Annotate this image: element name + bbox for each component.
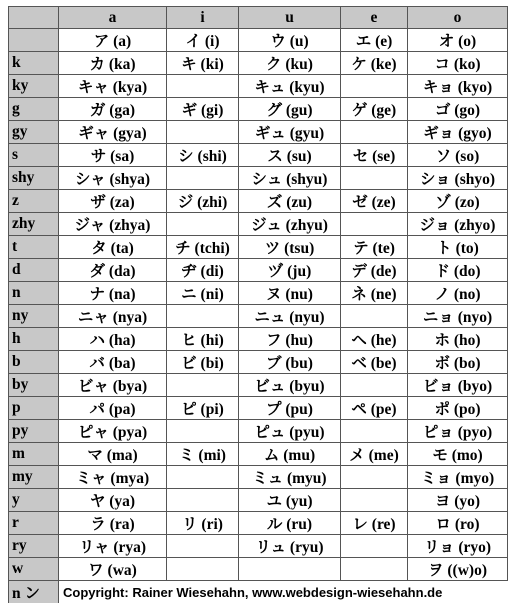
kana-cell (341, 305, 408, 328)
kana-cell: ハ (ha) (59, 328, 167, 351)
kana-cell: マ (ma) (59, 443, 167, 466)
kana-cell: ヘ (he) (341, 328, 408, 351)
kana-cell (167, 558, 239, 581)
kana-cell: テ (te) (341, 236, 408, 259)
kana-cell (167, 535, 239, 558)
kana-cell: バ (ba) (59, 351, 167, 374)
kana-cell: タ (ta) (59, 236, 167, 259)
kana-cell: ピャ (pya) (59, 420, 167, 443)
kana-cell (167, 489, 239, 512)
kana-cell: ミャ (mya) (59, 466, 167, 489)
kana-cell: ス (su) (239, 144, 341, 167)
kana-cell: ウ (u) (239, 29, 341, 52)
table-row (9, 144, 508, 167)
kana-cell: ク (ku) (239, 52, 341, 75)
row-header: m (9, 443, 59, 466)
kana-cell (341, 489, 408, 512)
kana-cell: キョ (kyo) (408, 75, 508, 98)
kana-cell: ピョ (pyo) (408, 420, 508, 443)
table-row (9, 259, 508, 282)
kana-cell: ホ (ho) (408, 328, 508, 351)
table-row (9, 374, 508, 397)
column-header-o: o (408, 7, 508, 29)
kana-cell: ボ (bo) (408, 351, 508, 374)
kana-cell (167, 121, 239, 144)
copyright-text: Copyright: Rainer Wiesehahn, www.webdesign-wiesehahn.de (59, 581, 508, 603)
table-row (9, 305, 508, 328)
table-row (9, 420, 508, 443)
corner-cell (9, 7, 59, 29)
kana-cell: ミュ (myu) (239, 466, 341, 489)
kana-cell: ジ (zhi) (167, 190, 239, 213)
kana-cell (167, 374, 239, 397)
kana-cell: ネ (ne) (341, 282, 408, 305)
kana-cell: ミ (mi) (167, 443, 239, 466)
kana-cell: ポ (po) (408, 397, 508, 420)
row-header: s (9, 144, 59, 167)
kana-cell: プ (pu) (239, 397, 341, 420)
table-row (9, 75, 508, 98)
kana-cell: ノ (no) (408, 282, 508, 305)
kana-cell: ヂ (di) (167, 259, 239, 282)
kana-cell: エ (e) (341, 29, 408, 52)
kana-cell (167, 167, 239, 190)
kana-cell: ツ (tsu) (239, 236, 341, 259)
table-row (9, 466, 508, 489)
kana-cell: ビョ (byo) (408, 374, 508, 397)
table-row (9, 489, 508, 512)
kana-cell: リュ (ryu) (239, 535, 341, 558)
vowel-row (9, 29, 508, 52)
column-header-i: i (167, 7, 239, 29)
kana-cell: チ (tchi) (167, 236, 239, 259)
table-row (9, 236, 508, 259)
kana-cell: シャ (shya) (59, 167, 167, 190)
kana-cell: キュ (kyu) (239, 75, 341, 98)
kana-cell: イ (i) (167, 29, 239, 52)
kana-cell: ミョ (myo) (408, 466, 508, 489)
kana-cell: リ (ri) (167, 512, 239, 535)
kana-cell: ア (a) (59, 29, 167, 52)
kana-cell: モ (mo) (408, 443, 508, 466)
kana-cell (341, 374, 408, 397)
kana-cell: ショ (shyo) (408, 167, 508, 190)
kana-cell: ケ (ke) (341, 52, 408, 75)
kana-cell: ベ (be) (341, 351, 408, 374)
kana-cell (167, 420, 239, 443)
kana-cell (167, 305, 239, 328)
table-row (9, 535, 508, 558)
row-header: shy (9, 167, 59, 190)
kana-cell: ゾ (zo) (408, 190, 508, 213)
kana-cell: ム (mu) (239, 443, 341, 466)
kana-cell: ペ (pe) (341, 397, 408, 420)
kana-cell: ラ (ra) (59, 512, 167, 535)
kana-cell: ビ (bi) (167, 351, 239, 374)
kana-cell: デ (de) (341, 259, 408, 282)
column-header-u: u (239, 7, 341, 29)
table-row (9, 558, 508, 581)
kana-cell: ワ (wa) (59, 558, 167, 581)
kana-cell: ニャ (nya) (59, 305, 167, 328)
footer-row (9, 581, 508, 603)
kana-cell: レ (re) (341, 512, 408, 535)
table-row (9, 328, 508, 351)
kana-cell: ゴ (go) (408, 98, 508, 121)
table-row (9, 190, 508, 213)
row-header: my (9, 466, 59, 489)
katakana-table (8, 6, 508, 603)
row-header: gy (9, 121, 59, 144)
kana-cell: ヌ (nu) (239, 282, 341, 305)
table-row (9, 282, 508, 305)
kana-cell: ニョ (nyo) (408, 305, 508, 328)
kana-cell: コ (ko) (408, 52, 508, 75)
kana-cell: セ (se) (341, 144, 408, 167)
kana-cell: ピ (pi) (167, 397, 239, 420)
kana-cell: シ (shi) (167, 144, 239, 167)
kana-cell: ギ (gi) (167, 98, 239, 121)
kana-cell: ピュ (pyu) (239, 420, 341, 443)
kana-cell: ロ (ro) (408, 512, 508, 535)
table-row (9, 52, 508, 75)
kana-cell: シュ (shyu) (239, 167, 341, 190)
row-header: zhy (9, 213, 59, 236)
kana-cell: ギャ (gya) (59, 121, 167, 144)
row-header: py (9, 420, 59, 443)
kana-cell: ビュ (byu) (239, 374, 341, 397)
row-header: y (9, 489, 59, 512)
kana-cell: キ (ki) (167, 52, 239, 75)
kana-cell (341, 75, 408, 98)
kana-cell: キャ (kya) (59, 75, 167, 98)
table-row (9, 443, 508, 466)
kana-cell: ブ (bu) (239, 351, 341, 374)
kana-cell: ト (to) (408, 236, 508, 259)
kana-cell: フ (hu) (239, 328, 341, 351)
katakana-chart (8, 6, 508, 603)
row-header: r (9, 512, 59, 535)
table-row (9, 213, 508, 236)
kana-cell: カ (ka) (59, 52, 167, 75)
kana-cell: ル (ru) (239, 512, 341, 535)
kana-cell (167, 213, 239, 236)
kana-cell: ヲ ((w)o) (408, 558, 508, 581)
column-header-a: a (59, 7, 167, 29)
kana-cell: ヒ (hi) (167, 328, 239, 351)
row-header: g (9, 98, 59, 121)
table-row (9, 397, 508, 420)
table-row (9, 512, 508, 535)
kana-cell: ザ (za) (59, 190, 167, 213)
row-header: h (9, 328, 59, 351)
kana-cell: グ (gu) (239, 98, 341, 121)
column-header-e: e (341, 7, 408, 29)
kana-cell: ソ (so) (408, 144, 508, 167)
kana-cell (167, 75, 239, 98)
kana-cell: ジャ (zhya) (59, 213, 167, 236)
kana-cell: ギョ (gyo) (408, 121, 508, 144)
kana-cell (341, 420, 408, 443)
kana-cell (239, 558, 341, 581)
row-header: k (9, 52, 59, 75)
table-row (9, 167, 508, 190)
kana-cell: リャ (rya) (59, 535, 167, 558)
row-header: ny (9, 305, 59, 328)
vowel-row-header (9, 29, 59, 52)
row-header: by (9, 374, 59, 397)
kana-cell (341, 558, 408, 581)
kana-cell: ニュ (nyu) (239, 305, 341, 328)
row-header: n ン (9, 581, 59, 603)
row-header: t (9, 236, 59, 259)
kana-cell: ゼ (ze) (341, 190, 408, 213)
row-header: w (9, 558, 59, 581)
table-row (9, 121, 508, 144)
kana-cell: ユ (yu) (239, 489, 341, 512)
kana-cell: ニ (ni) (167, 282, 239, 305)
kana-cell: ヨ (yo) (408, 489, 508, 512)
kana-cell: ズ (zu) (239, 190, 341, 213)
row-header: b (9, 351, 59, 374)
row-header: ky (9, 75, 59, 98)
table-row (9, 351, 508, 374)
kana-cell: ダ (da) (59, 259, 167, 282)
kana-cell: ジュ (zhyu) (239, 213, 341, 236)
row-header: z (9, 190, 59, 213)
kana-cell: ガ (ga) (59, 98, 167, 121)
kana-cell: ゲ (ge) (341, 98, 408, 121)
kana-cell: サ (sa) (59, 144, 167, 167)
kana-cell (341, 167, 408, 190)
kana-cell (167, 466, 239, 489)
row-header: d (9, 259, 59, 282)
kana-cell (341, 466, 408, 489)
kana-cell (341, 121, 408, 144)
column-header-row (9, 7, 508, 29)
kana-cell: パ (pa) (59, 397, 167, 420)
kana-cell: ナ (na) (59, 282, 167, 305)
kana-cell: ジョ (zhyo) (408, 213, 508, 236)
kana-cell (341, 535, 408, 558)
kana-cell (341, 213, 408, 236)
kana-cell: ギュ (gyu) (239, 121, 341, 144)
table-row (9, 98, 508, 121)
kana-cell: ド (do) (408, 259, 508, 282)
row-header: ry (9, 535, 59, 558)
kana-cell: ビャ (bya) (59, 374, 167, 397)
kana-cell: リョ (ryo) (408, 535, 508, 558)
kana-cell: メ (me) (341, 443, 408, 466)
kana-cell: オ (o) (408, 29, 508, 52)
kana-cell: ヅ (ju) (239, 259, 341, 282)
kana-cell: ヤ (ya) (59, 489, 167, 512)
row-header: n (9, 282, 59, 305)
row-header: p (9, 397, 59, 420)
